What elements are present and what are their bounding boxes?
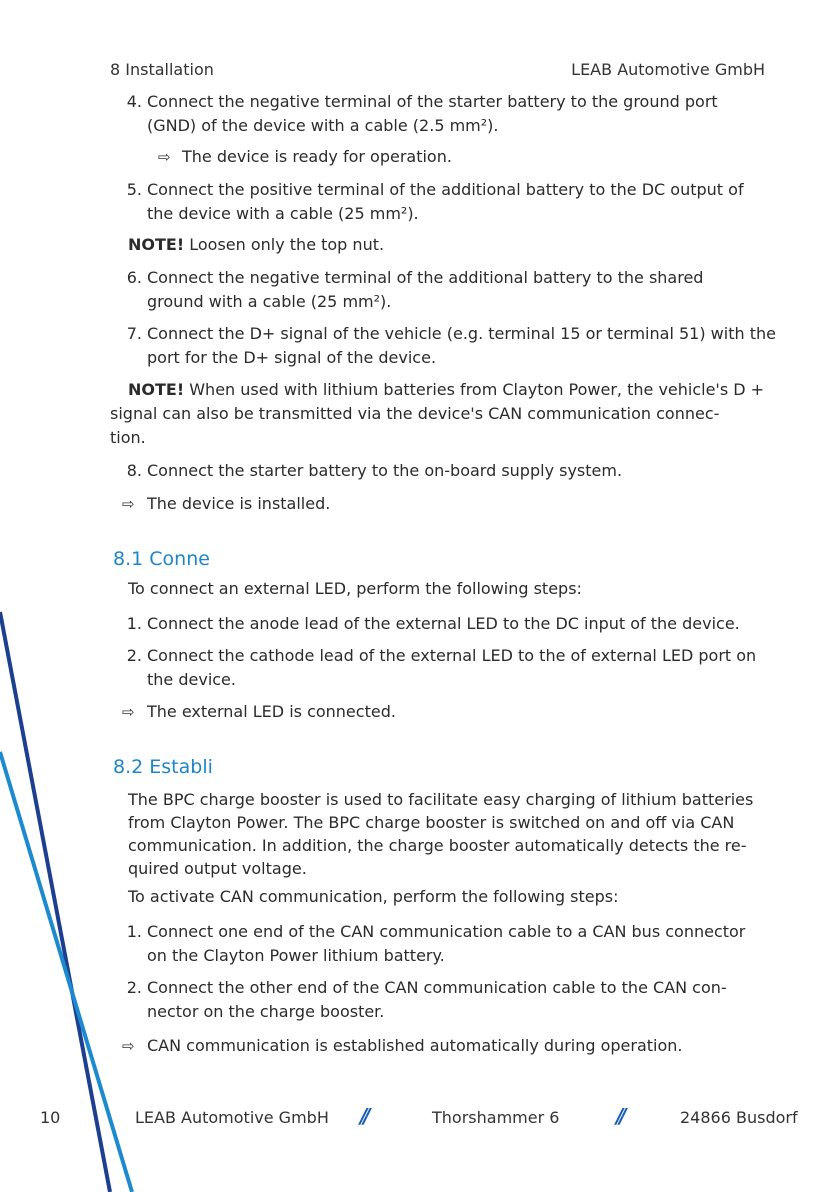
paragraph-line: from Clayton Power. The BPC charge booster is switched on and off via CAN xyxy=(128,813,735,832)
footer-city: 24866 Busdorf xyxy=(680,1108,798,1127)
paragraph-line: communication. In addition, the charge booster automatically detects the re- xyxy=(128,836,747,855)
paragraph-line: The BPC charge booster is used to facilitate easy charging of lithium batteries xyxy=(128,790,754,809)
section-intro: To connect an external LED, perform the following steps: xyxy=(128,579,582,598)
step-text: Connect the negative terminal of the starter battery to the ground port xyxy=(147,92,718,111)
note-text: When used with lithium batteries from Clayton Power, the vehicle's D + xyxy=(184,380,765,399)
step-number: 2. xyxy=(126,978,142,997)
result-text: The device is ready for operation. xyxy=(182,147,452,166)
result-arrow-icon: ⇨ xyxy=(122,495,135,513)
step-text: Connect the anode lead of the external LED to the DC input of the device. xyxy=(147,614,740,633)
result-arrow-icon: ⇨ xyxy=(122,1037,135,1055)
footer-separator: // xyxy=(616,1104,623,1128)
step-number: 8. xyxy=(126,461,142,480)
note-text: signal can also be transmitted via the device's CAN communication connec- xyxy=(110,404,720,423)
paragraph-line: quired output voltage. xyxy=(128,859,307,878)
step-number: 5. xyxy=(126,180,142,199)
footer-company: LEAB Automotive GmbH xyxy=(135,1108,329,1127)
note xyxy=(128,378,764,402)
note-text: Loosen only the top nut. xyxy=(184,235,385,254)
footer-street: Thorshammer 6 xyxy=(432,1108,560,1127)
note-label: NOTE! xyxy=(128,380,185,399)
step-number: 1. xyxy=(126,614,142,633)
step-number: 4. xyxy=(126,92,142,111)
step-text: Connect the other end of the CAN communication cable to the CAN con- xyxy=(147,978,727,997)
result-text: The device is installed. xyxy=(147,494,331,513)
step-text: ground with a cable (25 mm²). xyxy=(147,292,392,311)
section-heading: 8.1 Conne xyxy=(113,548,210,570)
dark-blue-line xyxy=(0,612,110,1192)
step-text: Connect the positive terminal of the additional battery to the DC output of xyxy=(147,180,744,199)
note xyxy=(128,233,384,257)
step-text: Connect the starter battery to the on-board supply system. xyxy=(147,461,623,480)
result-arrow-icon: ⇨ xyxy=(158,148,171,166)
step-text: on the Clayton Power lithium battery. xyxy=(147,946,445,965)
step-text: Connect the D+ signal of the vehicle (e.g. terminal 15 or terminal 51) with the xyxy=(147,324,776,343)
result-arrow-icon: ⇨ xyxy=(122,703,135,721)
light-blue-line xyxy=(0,752,132,1192)
footer-separator: // xyxy=(360,1104,367,1128)
step-number: 1. xyxy=(126,922,142,941)
step-number: 7. xyxy=(126,324,142,343)
note-text: tion. xyxy=(110,428,146,447)
step-text: port for the D+ signal of the device. xyxy=(147,348,437,367)
header-company: LEAB Automotive GmbH xyxy=(571,60,765,79)
note-label: NOTE! xyxy=(128,235,185,254)
step-number: 2. xyxy=(126,646,142,665)
result-text: The external LED is connected. xyxy=(147,702,396,721)
step-text: (GND) of the device with a cable (2.5 mm²). xyxy=(147,116,499,135)
step-text: Connect the negative terminal of the additional battery to the shared xyxy=(147,268,704,287)
step-text: the device with a cable (25 mm²). xyxy=(147,204,419,223)
section-heading: 8.2 Establi xyxy=(113,756,213,778)
step-text: Connect one end of the CAN communication cable to a CAN bus connector xyxy=(147,922,746,941)
step-text: the device. xyxy=(147,670,236,689)
result-text: CAN communication is established automatically during operation. xyxy=(147,1036,683,1055)
step-text: nector on the charge booster. xyxy=(147,1002,385,1021)
section-intro: To activate CAN communication, perform the following steps: xyxy=(128,887,619,906)
step-text: Connect the cathode lead of the external LED to the of external LED port on xyxy=(147,646,757,665)
step-number: 6. xyxy=(126,268,142,287)
header-section-title: 8 Installation xyxy=(110,60,214,79)
page-number: 10 xyxy=(40,1108,61,1127)
